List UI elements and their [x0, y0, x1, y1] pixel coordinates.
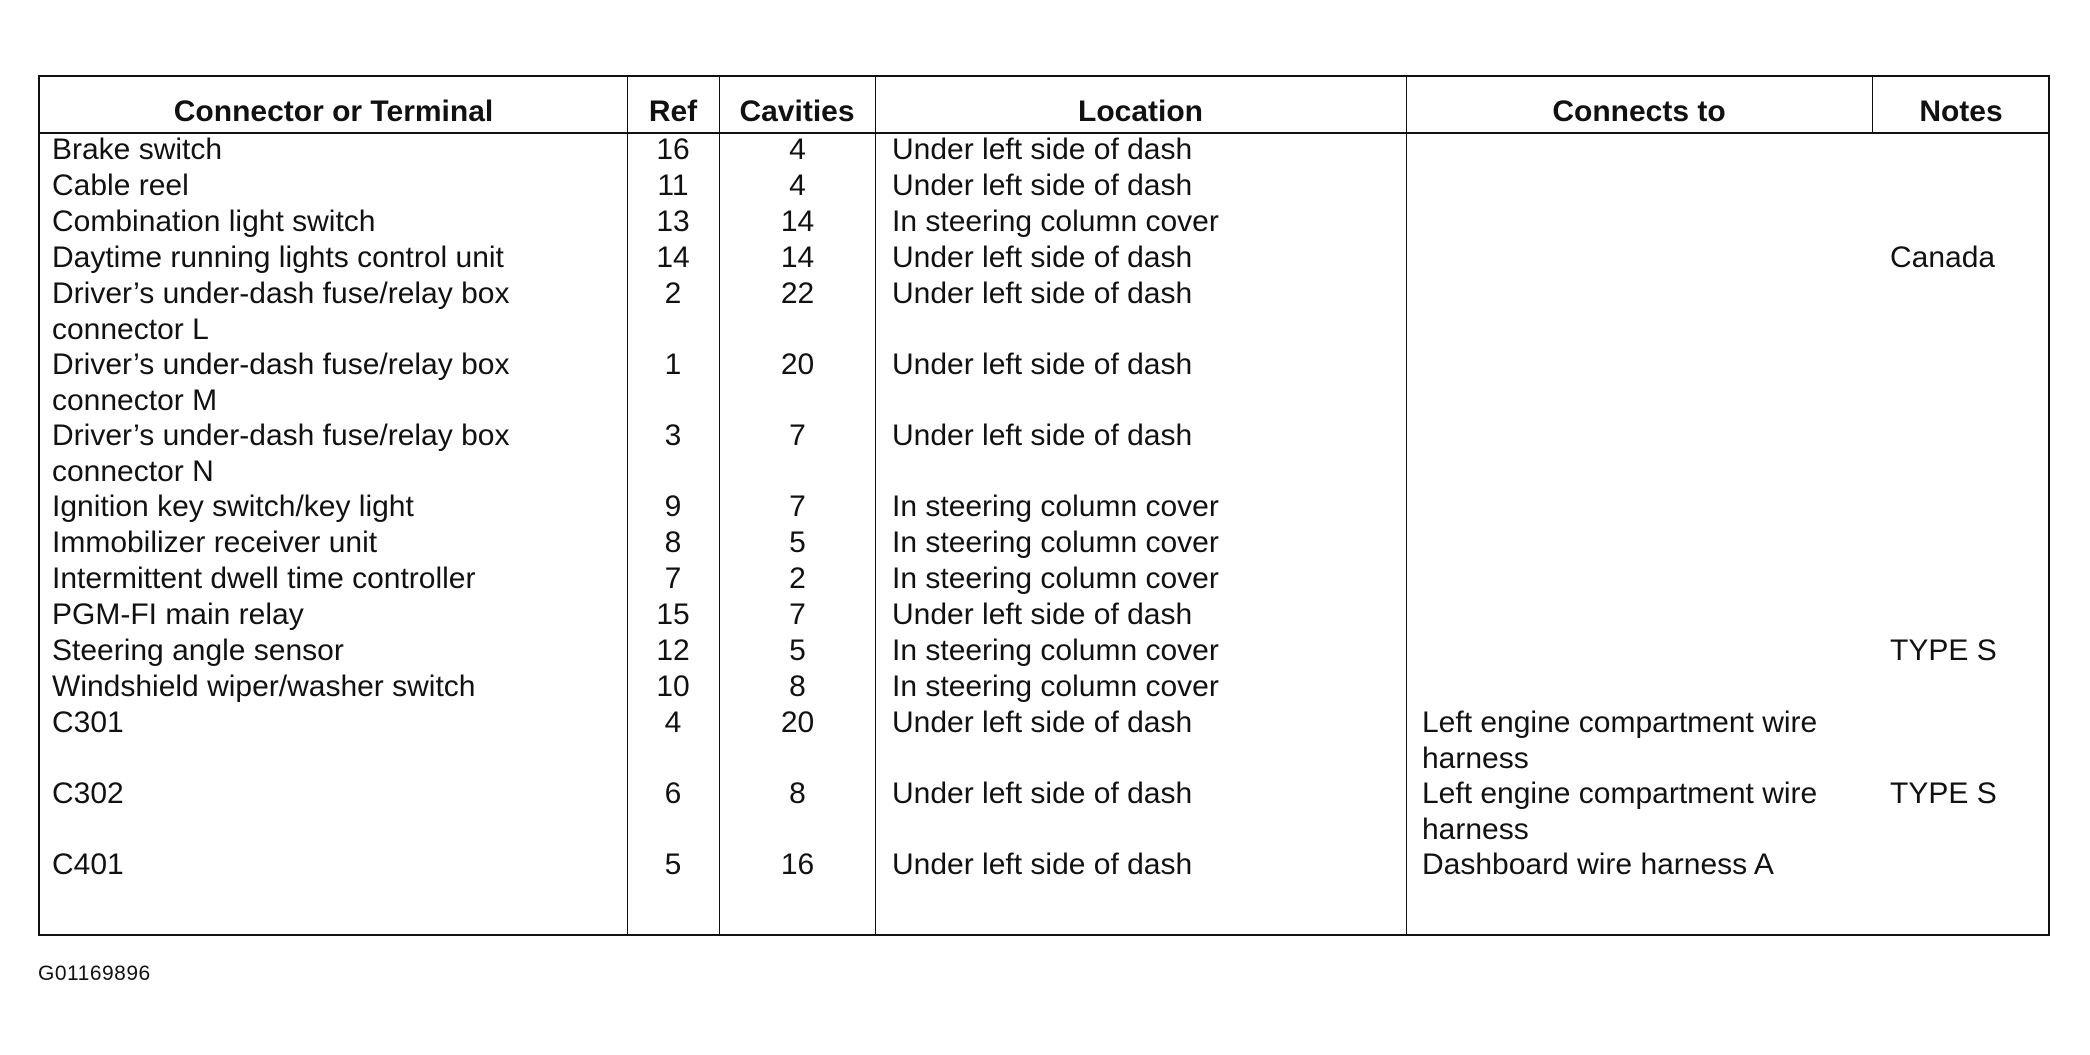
header-ref: Ref: [648, 95, 698, 128]
connects-to-text: Left engine compartment wire harness: [1422, 777, 1818, 846]
cavity-count: 14: [780, 241, 815, 274]
ref-number: 5: [664, 848, 682, 881]
location-text: In steering column cover: [892, 634, 1219, 667]
connector-name: Daytime running lights control unit: [52, 241, 504, 274]
ref-number: 16: [656, 133, 690, 166]
cavity-count: 20: [780, 348, 815, 381]
connector-name: Driver’s under-dash fuse/relay box connector M: [52, 348, 510, 417]
location-text: In steering column cover: [892, 670, 1219, 703]
image-code: G01169896: [38, 962, 151, 985]
ref-number: 12: [656, 634, 690, 667]
location-text: Under left side of dash: [892, 706, 1193, 739]
cavity-count: 7: [789, 419, 806, 452]
ref-number: 7: [664, 562, 682, 595]
location-text: Under left side of dash: [892, 348, 1193, 381]
ref-number: 15: [656, 598, 690, 631]
ref-number: 6: [664, 777, 682, 810]
cavity-count: 22: [780, 277, 815, 310]
connector-name: C302: [52, 777, 124, 810]
location-text: In steering column cover: [892, 205, 1219, 238]
connector-name: Cable reel: [52, 169, 189, 202]
location-text: Under left side of dash: [892, 241, 1193, 274]
notes-text: Canada: [1890, 241, 1996, 274]
header-location: Location: [1078, 95, 1203, 128]
ref-number: 10: [656, 670, 690, 703]
cavity-count: 16: [780, 848, 815, 881]
location-text: In steering column cover: [892, 526, 1219, 559]
connector-name: PGM-FI main relay: [52, 598, 304, 631]
connector-name: Windshield wiper/washer switch: [52, 670, 476, 703]
cavity-count: 5: [789, 634, 806, 667]
ref-number: 1: [664, 348, 682, 381]
header-connects-to: Connects to: [1552, 95, 1726, 128]
connector-name: Intermittent dwell time controller: [52, 562, 476, 595]
cavity-count: 8: [789, 670, 806, 703]
cavity-count: 5: [789, 526, 806, 559]
connector-name: Brake switch: [52, 133, 223, 166]
ref-number: 2: [664, 277, 682, 310]
notes-text: TYPE S: [1890, 777, 1997, 810]
connector-name: Driver’s under-dash fuse/relay box connector L: [52, 277, 510, 346]
ref-number: 13: [656, 205, 690, 238]
ref-number: 14: [656, 241, 690, 274]
connector-name: Driver’s under-dash fuse/relay box connector N: [52, 419, 510, 488]
cavity-count: 14: [780, 205, 815, 238]
connector-name: Steering angle sensor: [52, 634, 344, 667]
location-text: In steering column cover: [892, 562, 1219, 595]
cavity-count: 7: [789, 490, 806, 523]
connector-name: Combination light switch: [52, 205, 376, 238]
ref-number: 8: [664, 526, 682, 559]
cavity-count: 2: [789, 562, 806, 595]
cavity-count: 4: [789, 169, 806, 202]
connects-to-text: Dashboard wire harness A: [1422, 848, 1774, 881]
location-text: Under left side of dash: [892, 169, 1193, 202]
cavity-count: 8: [789, 777, 806, 810]
header-notes: Notes: [1919, 95, 2003, 128]
location-text: In steering column cover: [892, 490, 1219, 523]
location-text: Under left side of dash: [892, 419, 1193, 452]
location-text: Under left side of dash: [892, 777, 1193, 810]
location-text: Under left side of dash: [892, 848, 1193, 881]
connector-name: Immobilizer receiver unit: [52, 526, 378, 559]
connects-to-text: Left engine compartment wire harness: [1422, 706, 1818, 775]
header-connector: Connector or Terminal: [173, 95, 494, 128]
location-text: Under left side of dash: [892, 277, 1193, 310]
cavity-count: 7: [789, 598, 806, 631]
ref-number: 11: [657, 169, 689, 202]
ref-number: 4: [664, 706, 682, 739]
notes-text: TYPE S: [1890, 634, 1997, 667]
header-cavities: Cavities: [739, 95, 855, 128]
connector-name: Ignition key switch/key light: [52, 490, 414, 523]
cavity-count: 4: [789, 133, 806, 166]
connector-name: C401: [52, 848, 124, 881]
ref-number: 9: [664, 490, 682, 523]
location-text: Under left side of dash: [892, 598, 1193, 631]
connector-name: C301: [52, 706, 124, 739]
connector-table: [38, 75, 2050, 936]
column-divider: [875, 77, 876, 934]
ref-number: 3: [664, 419, 682, 452]
location-text: Under left side of dash: [892, 133, 1193, 166]
cavity-count: 20: [780, 706, 815, 739]
